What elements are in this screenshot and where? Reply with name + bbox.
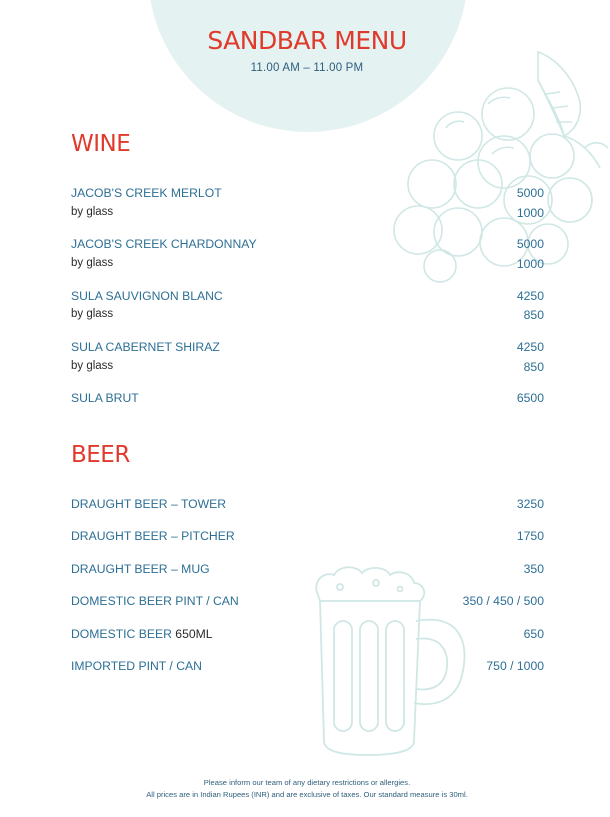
item-price: 6500: [516, 391, 544, 405]
by-glass-label: by glass: [71, 360, 114, 372]
footer-note-allergies: Please inform our team of any dietary restrictions or allergies.: [203, 778, 411, 787]
menu-item-row: [71, 497, 544, 513]
by-glass-price: 850: [523, 308, 544, 322]
by-glass-price: 850: [523, 360, 544, 374]
menu-item-row: [71, 627, 544, 643]
item-price: 5000: [516, 237, 544, 251]
by-glass-label: by glass: [71, 257, 114, 269]
item-name: SULA SAUVIGNON BLANC: [71, 289, 223, 303]
by-glass-row: [71, 206, 544, 222]
by-glass-row: [71, 360, 544, 376]
menu-item-row: [71, 529, 544, 545]
by-glass-row: [71, 308, 544, 324]
item-name-suffix: 650ML: [175, 627, 213, 641]
menu-item-row: [71, 289, 544, 305]
menu-item-row: [71, 594, 544, 610]
footer-note-prices: All prices are in Indian Rupees (INR) and are exclusive of taxes. Our standard measure is 30ml.: [146, 790, 468, 799]
opening-hours: 11.00 AM – 11.00 PM: [250, 62, 364, 74]
item-name: DRAUGHT BEER – PITCHER: [71, 529, 235, 543]
item-name: DRAUGHT BEER – MUG: [71, 562, 210, 576]
item-name: JACOB'S CREEK CHARDONNAY: [71, 237, 257, 251]
item-price: 350 / 450 / 500: [462, 594, 544, 608]
menu-item-row: [71, 237, 544, 253]
item-name: SULA BRUT: [71, 391, 139, 405]
item-name: [71, 627, 213, 641]
item-price: 650: [523, 627, 544, 641]
beer-section-title: BEER: [71, 442, 130, 468]
item-name: JACOB'S CREEK MERLOT: [71, 186, 222, 200]
by-glass-label: by glass: [71, 206, 114, 218]
by-glass-price: 1000: [516, 257, 544, 271]
item-price: 750 / 1000: [486, 659, 544, 673]
item-name: DOMESTIC BEER PINT / CAN: [71, 594, 239, 608]
item-name: DRAUGHT BEER – TOWER: [71, 497, 227, 511]
menu-item-row: [71, 391, 544, 407]
menu-item-row: [71, 340, 544, 356]
wine-section-title: WINE: [71, 131, 131, 157]
item-price: 4250: [516, 289, 544, 303]
item-name: IMPORTED PINT / CAN: [71, 659, 202, 673]
item-name-main: DOMESTIC BEER: [71, 627, 172, 641]
item-price: 4250: [516, 340, 544, 354]
item-price: 1750: [516, 529, 544, 543]
item-price: 5000: [516, 186, 544, 200]
menu-item-row: [71, 186, 544, 202]
item-price: 3250: [516, 497, 544, 511]
by-glass-label: by glass: [71, 308, 114, 320]
by-glass-row: [71, 257, 544, 273]
menu-title: SANDBAR MENU: [207, 26, 407, 55]
item-price: 350: [523, 562, 544, 576]
menu-item-row: [71, 562, 544, 578]
menu-item-row: [71, 659, 544, 675]
item-name: SULA CABERNET SHIRAZ: [71, 340, 220, 354]
by-glass-price: 1000: [516, 206, 544, 220]
